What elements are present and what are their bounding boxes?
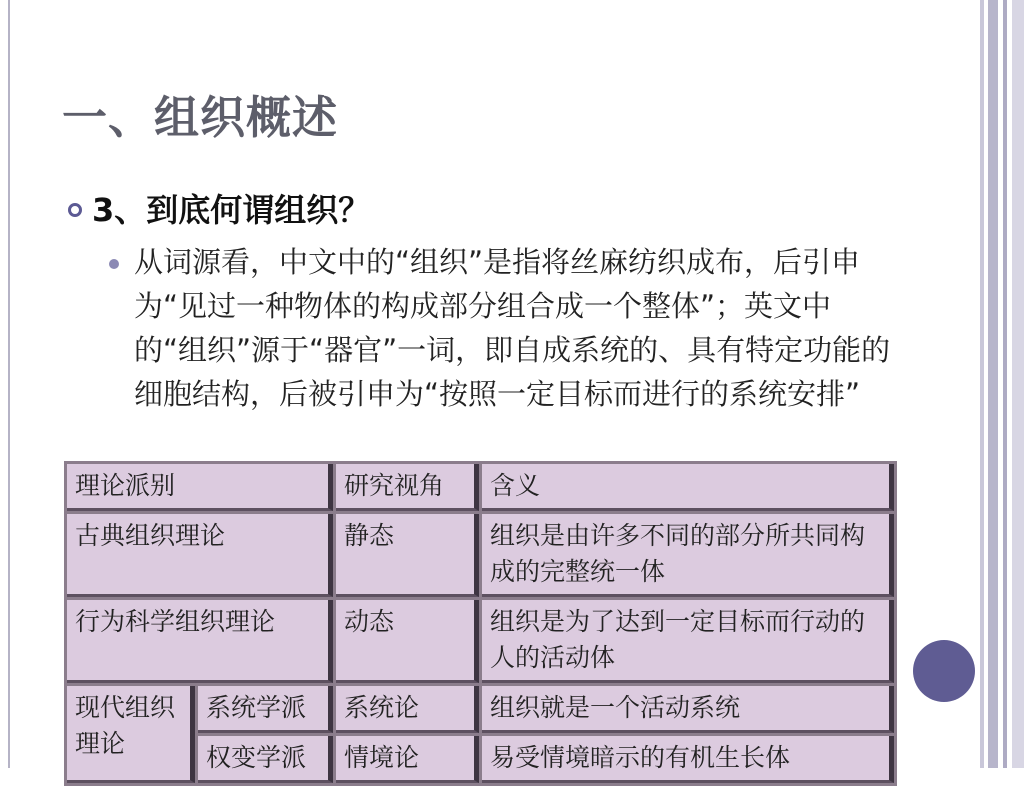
cell-meaning: 组织是由许多不同的部分所共同构成的完整统一体 bbox=[482, 514, 894, 597]
theory-table bbox=[64, 461, 897, 786]
table-row bbox=[67, 514, 894, 597]
cell-view: 静态 bbox=[336, 514, 479, 597]
body-paragraph: 从词源看，中文中的“组织”是指将丝麻纺织成布，后引申为“见过一种物体的构成部分组合成一个整体”；英文中的“组织”源于“器官”一词，即自成系统的、具有特定功能的细胞结构，后被引申为“按照一定目标而进行的系统安排” bbox=[134, 245, 891, 411]
cell-view: 情境论 bbox=[336, 736, 479, 783]
left-frame-line bbox=[8, 0, 10, 768]
cell-school: 行为科学组织理论 bbox=[67, 600, 333, 683]
cell-view: 动态 bbox=[336, 600, 479, 683]
slide-title: 一、组织概述 bbox=[62, 91, 339, 144]
right-frame-stripe bbox=[1012, 0, 1024, 768]
decorative-circle bbox=[913, 640, 975, 702]
section-heading: 3、到底何谓组织？ bbox=[92, 191, 371, 229]
cell-modern-group: 现代组织理论 bbox=[67, 686, 195, 783]
header-school: 理论派别 bbox=[67, 464, 333, 511]
cell-school: 权变学派 bbox=[198, 736, 333, 783]
header-view: 研究视角 bbox=[336, 464, 479, 511]
cell-meaning: 组织就是一个活动系统 bbox=[482, 686, 894, 733]
table-row bbox=[67, 686, 894, 733]
right-frame-stripe bbox=[980, 0, 984, 768]
cell-school: 古典组织理论 bbox=[67, 514, 333, 597]
table-row bbox=[67, 600, 894, 683]
cell-meaning: 组织是为了达到一定目标而行动的人的活动体 bbox=[482, 600, 894, 683]
cell-view: 系统论 bbox=[336, 686, 479, 733]
cell-meaning: 易受情境暗示的有机生长体 bbox=[482, 736, 894, 783]
right-frame-stripe bbox=[1003, 0, 1007, 768]
cell-school: 系统学派 bbox=[198, 686, 333, 733]
circle-bullet-icon bbox=[68, 203, 82, 217]
table-header-row bbox=[67, 464, 894, 511]
header-meaning: 含义 bbox=[482, 464, 894, 511]
right-frame-stripe bbox=[988, 0, 998, 768]
dot-bullet-icon bbox=[109, 259, 119, 269]
